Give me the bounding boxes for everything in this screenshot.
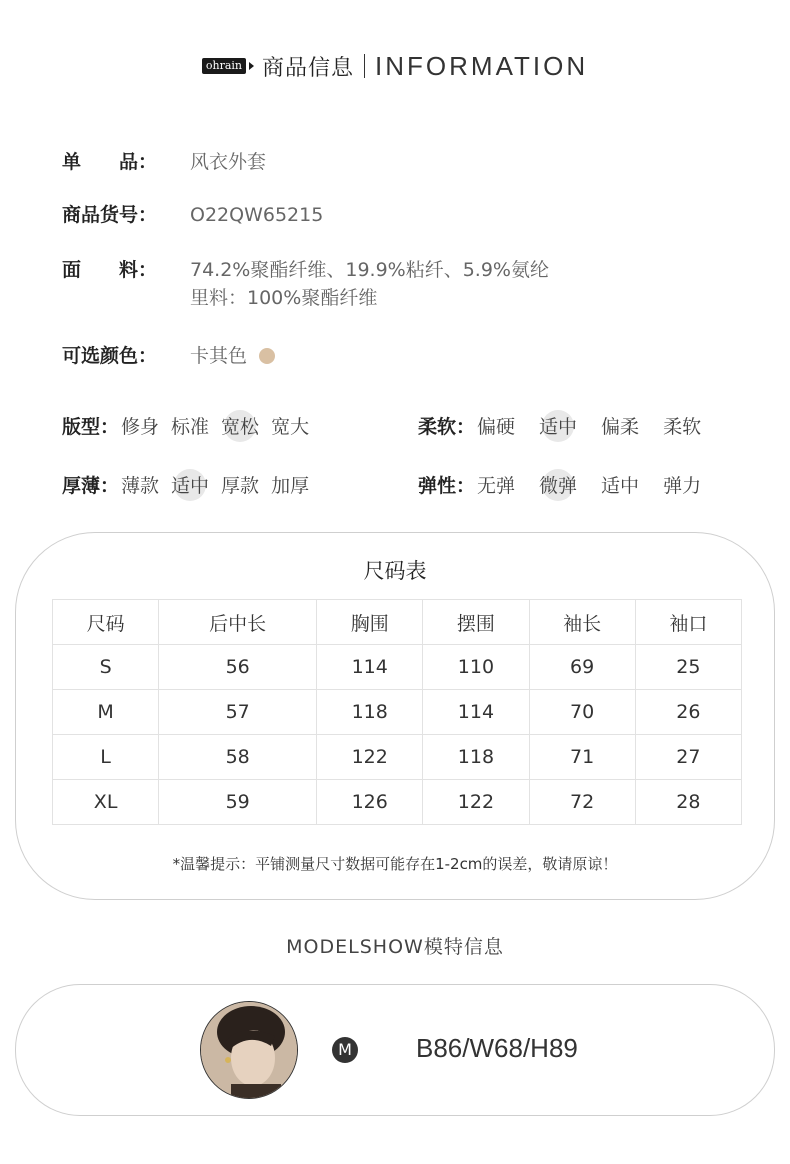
table-cell: 59 bbox=[159, 780, 317, 825]
table-header-cell: 袖长 bbox=[529, 600, 635, 645]
size-chart-note: *温馨提示：平铺测量尺寸数据可能存在1-2cm的误差，敬请原谅！ bbox=[172, 855, 618, 873]
table-cell: 72 bbox=[529, 780, 635, 825]
info-sku bbox=[62, 201, 323, 229]
table-header-cell: 后中长 bbox=[159, 600, 317, 645]
table-cell: 126 bbox=[317, 780, 423, 825]
color-swatch bbox=[259, 348, 275, 364]
brand-logo: ohrain bbox=[202, 58, 246, 74]
attr-label: 弹性： bbox=[418, 475, 476, 497]
size-table bbox=[52, 599, 742, 825]
table-row bbox=[53, 690, 742, 735]
attr-option: 适中 bbox=[601, 475, 640, 497]
table-cell: 69 bbox=[529, 645, 635, 690]
attr-label: 柔软： bbox=[418, 416, 476, 438]
table-cell: 118 bbox=[317, 690, 423, 735]
header-title-cn: 商品信息 bbox=[262, 55, 355, 81]
info-value: 74.2%聚酯纤维、19.9%粘纤、5.9%氨纶 bbox=[190, 259, 549, 281]
color-value: 卡其色 bbox=[190, 345, 248, 367]
logo-arrow-icon bbox=[249, 62, 254, 70]
table-header-cell: 尺码 bbox=[53, 600, 159, 645]
model-section-title: MODELSHOW模特信息 bbox=[286, 936, 504, 958]
table-header-cell: 胸围 bbox=[317, 600, 423, 645]
table-row bbox=[53, 780, 742, 825]
table-cell: 118 bbox=[423, 735, 529, 780]
table-cell: M bbox=[53, 690, 159, 735]
attr-option: 厚款 bbox=[221, 475, 260, 497]
model-measurements: B86/W68/H89 bbox=[416, 1033, 578, 1063]
table-cell: 122 bbox=[423, 780, 529, 825]
size-chart-title: 尺码表 bbox=[363, 559, 427, 583]
model-avatar bbox=[200, 1001, 298, 1099]
attr-option: 柔软 bbox=[663, 416, 702, 438]
attr-thickness bbox=[62, 471, 321, 498]
attr-option: 无弹 bbox=[477, 475, 516, 497]
attr-option: 标准 bbox=[171, 416, 210, 438]
attr-elasticity bbox=[418, 471, 713, 498]
header-title-en: INFORMATION bbox=[375, 50, 589, 81]
model-card bbox=[15, 984, 775, 1116]
attr-option: 适中 bbox=[171, 471, 209, 498]
table-header-cell: 袖口 bbox=[635, 600, 741, 645]
table-cell: 114 bbox=[317, 645, 423, 690]
table-cell: 25 bbox=[635, 645, 741, 690]
table-cell: XL bbox=[53, 780, 159, 825]
attr-label: 版型： bbox=[62, 416, 120, 438]
attr-option: 偏柔 bbox=[601, 416, 640, 438]
info-color bbox=[62, 342, 275, 370]
info-label: 商品货号： bbox=[62, 204, 158, 226]
attr-option: 宽大 bbox=[271, 416, 310, 438]
table-cell: 56 bbox=[159, 645, 317, 690]
attr-fit bbox=[62, 412, 321, 439]
size-table-header bbox=[53, 600, 742, 645]
info-label: 单 品： bbox=[62, 151, 158, 173]
header-divider bbox=[364, 54, 365, 78]
attr-option: 薄款 bbox=[121, 475, 160, 497]
info-label: 面 料： bbox=[62, 259, 158, 281]
table-row bbox=[53, 735, 742, 780]
table-cell: 110 bbox=[423, 645, 529, 690]
attr-option: 适中 bbox=[539, 412, 577, 439]
info-value: O22QW65215 bbox=[190, 204, 324, 226]
model-size-badge: M bbox=[332, 1037, 358, 1063]
table-cell: 71 bbox=[529, 735, 635, 780]
info-value: 风衣外套 bbox=[190, 151, 267, 173]
attr-option: 宽松 bbox=[221, 412, 259, 439]
info-product bbox=[62, 148, 266, 176]
table-cell: S bbox=[53, 645, 159, 690]
table-row bbox=[53, 645, 742, 690]
attr-option: 修身 bbox=[121, 416, 160, 438]
size-chart-card bbox=[15, 532, 775, 900]
table-cell: 57 bbox=[159, 690, 317, 735]
attr-option: 微弹 bbox=[539, 471, 577, 498]
attr-softness bbox=[418, 412, 713, 439]
table-cell: 27 bbox=[635, 735, 741, 780]
table-cell: 114 bbox=[423, 690, 529, 735]
table-cell: 70 bbox=[529, 690, 635, 735]
table-cell: 26 bbox=[635, 690, 741, 735]
table-cell: 122 bbox=[317, 735, 423, 780]
table-cell: 28 bbox=[635, 780, 741, 825]
attr-option: 弹力 bbox=[663, 475, 702, 497]
info-value-lining: 里料：100%聚酯纤维 bbox=[190, 287, 378, 309]
info-fabric bbox=[62, 256, 549, 312]
table-cell: 58 bbox=[159, 735, 317, 780]
attr-label: 厚薄： bbox=[62, 475, 120, 497]
attr-option: 偏硬 bbox=[477, 416, 516, 438]
table-cell: L bbox=[53, 735, 159, 780]
model-portrait-icon bbox=[201, 1002, 297, 1098]
info-label: 可选颜色： bbox=[62, 345, 158, 367]
table-header-cell: 摆围 bbox=[423, 600, 529, 645]
page-header bbox=[0, 46, 790, 86]
attr-option: 加厚 bbox=[271, 475, 310, 497]
